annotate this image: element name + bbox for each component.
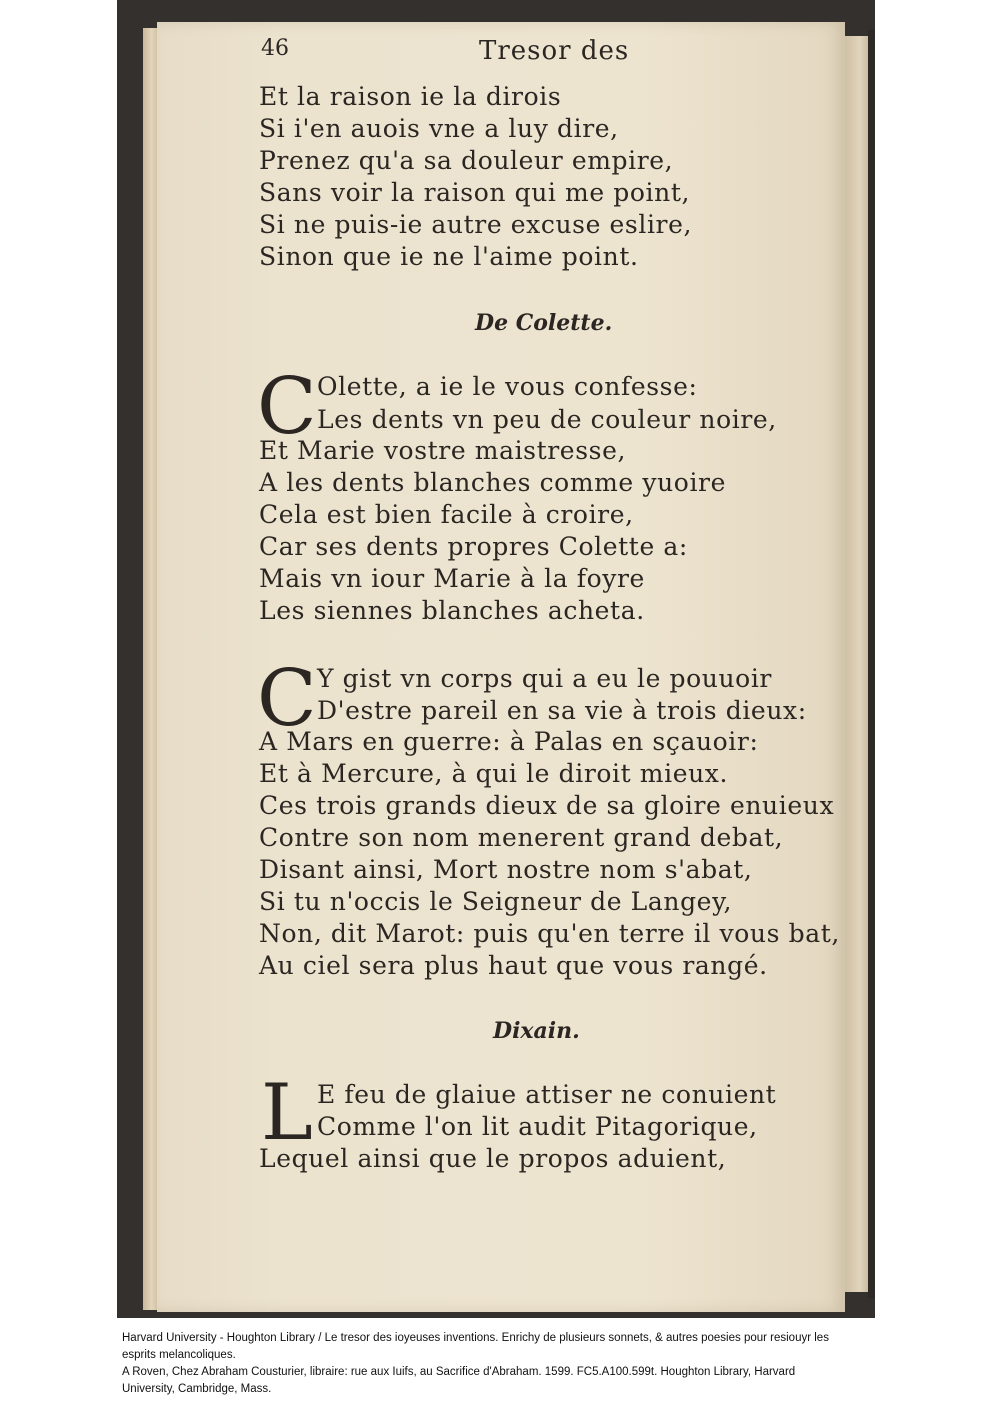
poem3-line: Contre son nom menerent grand debat, [259, 823, 784, 852]
poem4-title: Dixain. [493, 1018, 580, 1044]
book-left-edge [143, 28, 158, 1310]
poem1-line: Si i'en auois vne a luy dire, [259, 114, 619, 143]
poem3-line: Si tu n'occis le Seigneur de Langey, [259, 887, 733, 916]
poem4-dropcap: L [261, 1068, 313, 1158]
poem2-line: Mais vn iour Marie à la foyre [259, 564, 645, 593]
poem2-line: Et Marie vostre maistresse, [259, 436, 627, 465]
poem3-line: Y gist vn corps qui a eu le pouuoir [317, 664, 772, 693]
poem2-line: Cela est bien facile à croire, [259, 500, 634, 529]
poem2-line: Car ses dents propres Colette a: [259, 532, 688, 561]
page-number: 46 [261, 36, 289, 61]
poem3-line: Disant ainsi, Mort nostre nom s'abat, [259, 855, 753, 884]
poem2-line: Les siennes blanches acheta. [259, 596, 645, 625]
caption-line: University, Cambridge, Mass. [122, 1383, 272, 1395]
poem1-line: Et la raison ie la dirois [259, 82, 562, 111]
book-page [157, 22, 845, 1312]
poem3-line: Non, dit Marot: puis qu'en terre il vous bat, [259, 919, 840, 948]
poem1-line: Sinon que ie ne l'aime point. [259, 242, 639, 271]
caption-line: Harvard University - Houghton Library / Le tresor des ioyeuses inventions. Enrichy de plusieurs sonnets, & autres poesies pour resiouyr les [122, 1332, 829, 1344]
poem2-line: Olette, a ie le vous confesse: [317, 372, 698, 401]
poem1-line: Si ne puis-ie autre excuse eslire, [259, 210, 693, 239]
poem4-line: E feu de glaiue attiser ne conuient [317, 1080, 777, 1109]
poem3-line: Au ciel sera plus haut que vous rangé. [259, 951, 768, 980]
running-head: Tresor des [479, 36, 630, 66]
poem2-title: De Colette. [475, 310, 613, 336]
poem1-line: Sans voir la raison qui me point, [259, 178, 691, 207]
poem3-line: Ces trois grands dieux de sa gloire enuieux [259, 791, 835, 820]
poem3-line: A Mars en guerre: à Palas en sçauoir: [259, 727, 759, 756]
poem4-line: Lequel ainsi que le propos aduient, [259, 1144, 727, 1173]
poem3-dropcap: C [257, 654, 317, 744]
book-cover-edge [868, 30, 875, 1298]
caption-line: esprits melancoliques. [122, 1349, 236, 1361]
poem3-line: Et à Mercure, à qui le diroit mieux. [259, 759, 729, 788]
poem2-dropcap: C [257, 362, 317, 452]
caption [122, 1330, 882, 1398]
poem4-line: Comme l'on lit audit Pitagorique, [317, 1112, 758, 1141]
poem2-line: Les dents vn peu de couleur noire, [317, 405, 777, 434]
caption-line: A Roven, Chez Abraham Cousturier, libraire: rue aux Iuifs, au Sacrifice d'Abraham. 1599. FC5.A100.599t. Houghton Library, Harvard [122, 1366, 796, 1378]
poem1-line: Prenez qu'a sa douleur empire, [259, 146, 674, 175]
poem2-line: A les dents blanches comme yuoire [259, 468, 726, 497]
page-text [157, 22, 845, 1312]
poem3-line: D'estre pareil en sa vie à trois dieux: [317, 696, 807, 725]
